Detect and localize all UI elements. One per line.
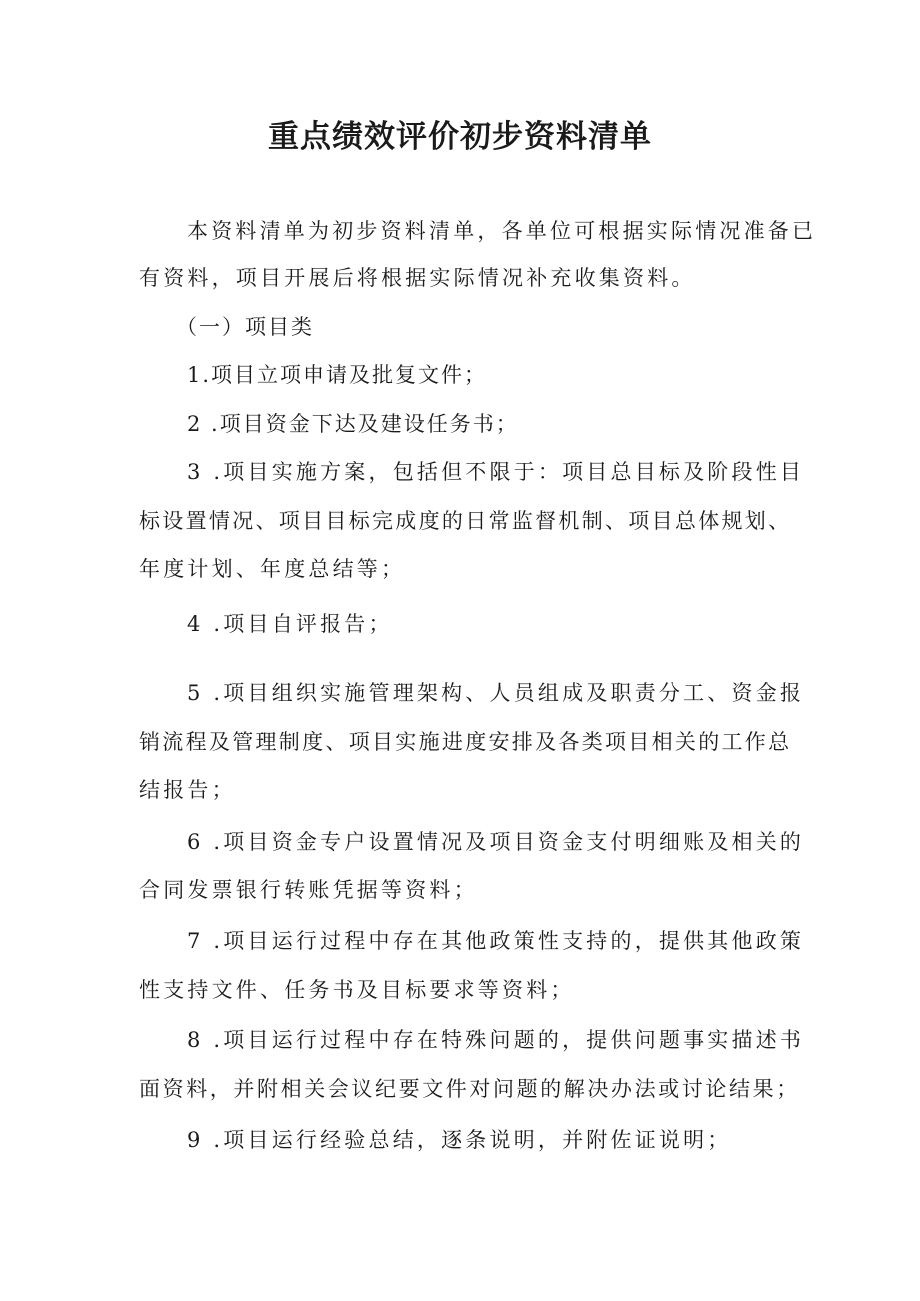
- list-item-3-line-1: 3 .项目实施方案，包括但不限于：项目总目标及阶段性目: [187, 460, 805, 484]
- section-heading: （一）项目类: [176, 315, 314, 339]
- list-item-3-line-2: 标设置情况、项目目标完成度的日常监督机制、项目总体规划、: [139, 509, 792, 533]
- list-item-5-line-3: 结报告；: [139, 778, 236, 802]
- list-item-4: 4 .项目自评报告；: [187, 612, 393, 636]
- list-item-2: 2 .项目资金下达及建设任务书；: [187, 412, 519, 436]
- intro-line-1: 本资料清单为初步资料清单，各单位可根据实际情况准备已: [187, 219, 817, 243]
- document-title: 重点绩效评价初步资料清单: [268, 119, 652, 155]
- list-item-7-line-2: 性支持文件、任务书及目标要求等资料；: [139, 978, 575, 1002]
- list-item-6-line-1: 6 .项目资金专户设置情况及项目资金支付明细账及相关的: [187, 830, 805, 854]
- list-item-8-line-2: 面资料，并附相关会议纪要文件对问题的解决办法或讨论结果；: [139, 1077, 800, 1101]
- list-item-8-line-1: 8 .项目运行过程中存在特殊问题的，提供问题事实描述书: [187, 1028, 805, 1052]
- list-item-5-line-1: 5 .项目组织实施管理架构、人员组成及职责分工、资金报: [187, 681, 805, 705]
- list-item-5-line-2: 销流程及管理制度、项目实施进度安排及各类项目相关的工作总: [139, 730, 792, 754]
- list-item-9: 9 .项目运行经验总结，逐条说明，并附佐证说明；: [187, 1128, 732, 1152]
- intro-line-2: 有资料，项目开展后将根据实际情况补充收集资料。: [139, 266, 696, 290]
- list-item-6-line-2: 合同发票银行转账凭据等资料；: [139, 878, 478, 902]
- list-item-7-line-1: 7 .项目运行过程中存在其他政策性支持的，提供其他政策: [187, 929, 805, 953]
- list-item-1: 1.项目立项申请及批复文件；: [187, 363, 488, 387]
- list-item-3-line-3: 年度计划、年度总结等；: [139, 557, 406, 581]
